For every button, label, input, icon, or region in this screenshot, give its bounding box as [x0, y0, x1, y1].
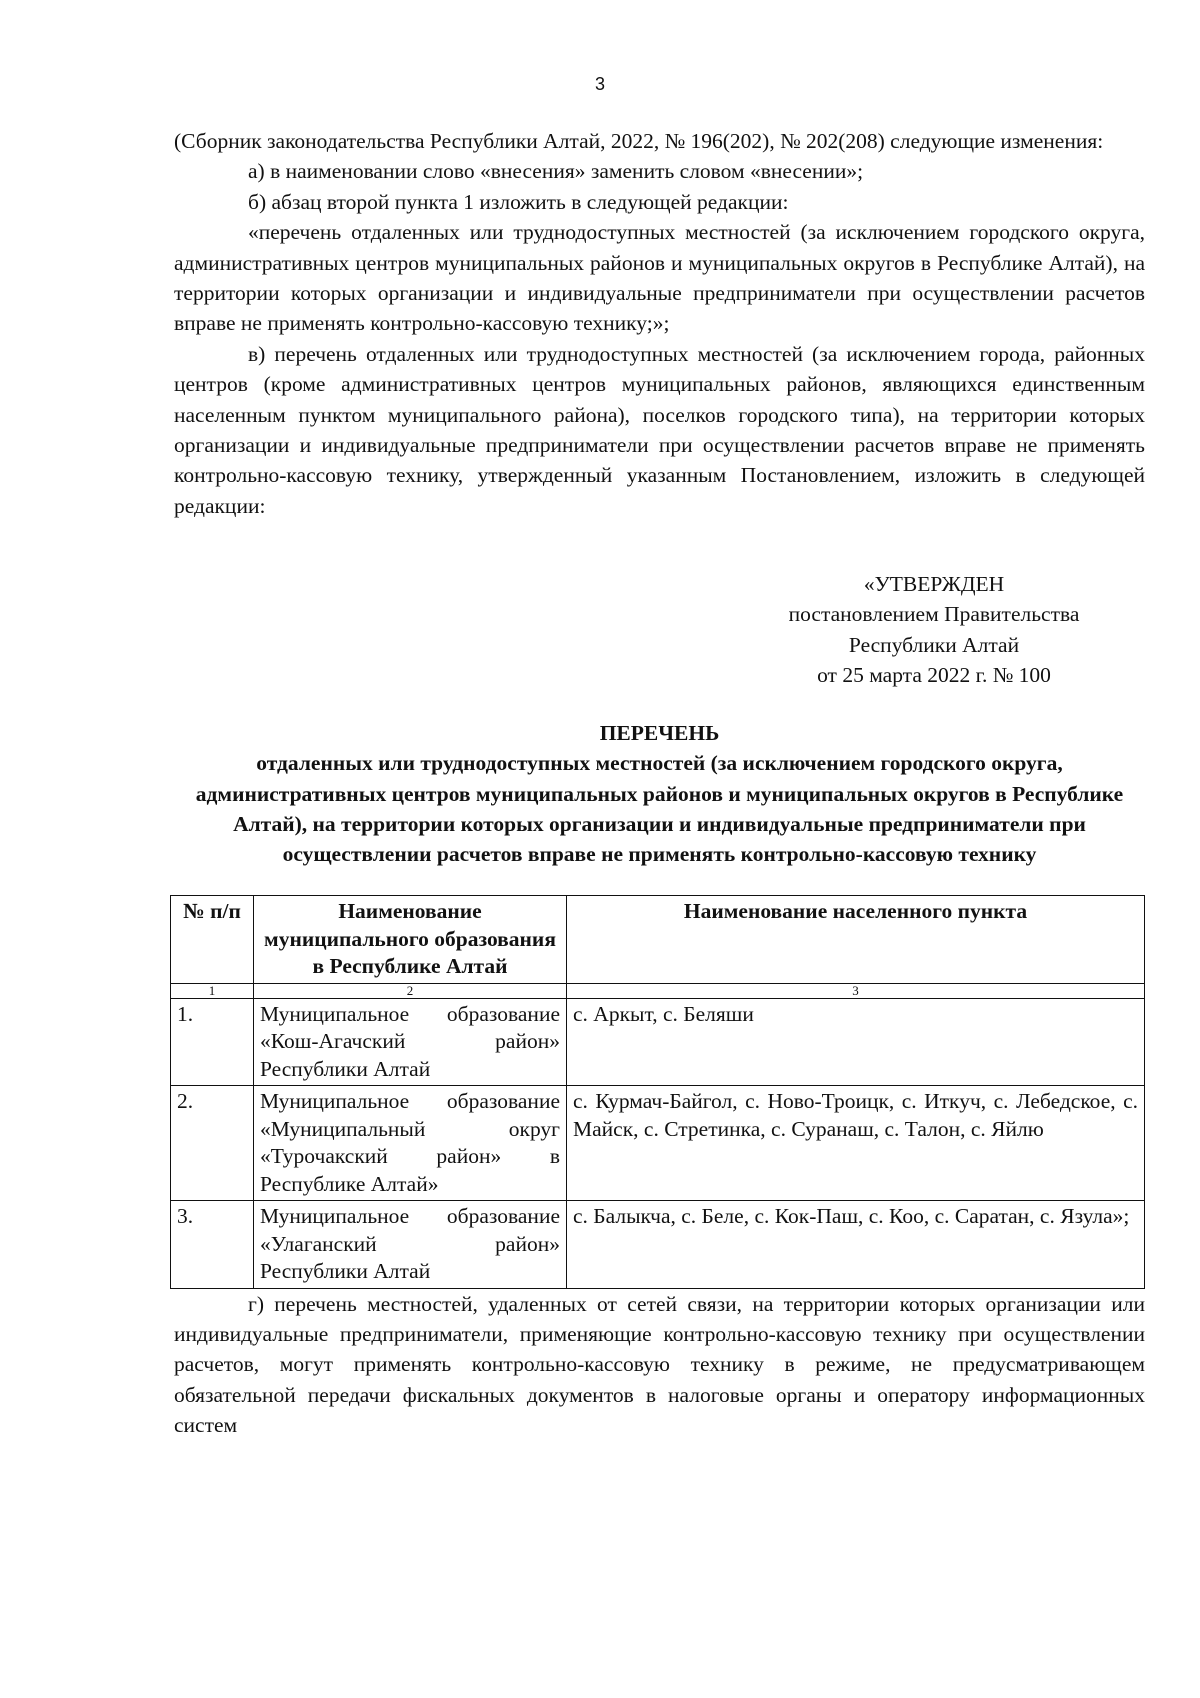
intro-paragraph-5: в) перечень отдаленных или труднодоступных местностей (за исключением города, районных центров (кроме административных центров муниципальных районов, являющихся единственным населенным пунктом муниципального района), поселков городского типа), на территории которых организации и индивидуальные предприниматели при осуществлении расчетов вправе не применять контрольно-кассовую технику, утвержденный указанным Постановлением, изложить в следующей редакции:	[174, 341, 1145, 518]
intro-paragraph-4: «перечень отдаленных или труднодоступных местностей (за исключением городского округа, административных центров муниципальных районов и муниципальных округов в Республике Алтай), на территории которых организации и индивидуальные предприниматели при осуществлении расчетов вправе не применять контрольно-кассовую технику;»;	[174, 220, 1145, 336]
column-number: 3	[567, 983, 1145, 998]
closing-paragraph: г) перечень местностей, удаленных от сетей связи, на территории которых организации или индивидуальные предприниматели, применяющие контрольно-кассовую технику при осуществлении расчетов, могут применять контрольно-кассовую технику в режиме, не предусматривающем обязательной передачи фискальных документов в налоговые органы и оператору информационных систем	[174, 1291, 1145, 1438]
page-number: 3	[594, 74, 605, 94]
header-num: № п/п	[171, 896, 254, 984]
row-settlements: с. Аркыт, с. Беляши	[567, 998, 1145, 1086]
header-settlement: Наименование населенного пункта	[567, 896, 1145, 984]
row-municipality: Муниципальное образование «Улаганский район» Республики Алтай	[254, 1201, 567, 1289]
row-number: 3.	[171, 1201, 254, 1289]
list-title	[174, 718, 1145, 869]
row-number: 2.	[171, 1086, 254, 1201]
approval-line: «УТВЕРЖДЕН	[863, 572, 1005, 597]
intro-paragraph-3: б) абзац второй пункта 1 изложить в следующей редакции:	[248, 189, 789, 214]
table-row	[171, 1201, 1145, 1289]
list-title-subtitle: отдаленных или труднодоступных местностей (за исключением городского округа, административных центров муниципальных районов и муниципальных округов в Республике Алтай), на территории которых организации и индивидуальные предприниматели при осуществлении расчетов вправе не применять контрольно-кассовую технику	[195, 751, 1124, 866]
approval-line: от 25 марта 2022 г. № 100	[817, 662, 1051, 687]
header-municipality: Наименование муниципального образования в Республике Алтай	[254, 896, 567, 984]
approval-line: Республики Алтай	[848, 632, 1020, 657]
intro-paragraph-1: (Сборник законодательства Республики Алтай, 2022, № 196(202), № 202(208) следующие изменения:	[174, 129, 1104, 153]
settlements-table	[170, 895, 1145, 1289]
row-settlements: с. Курмач-Байгол, с. Ново-Троицк, с. Иткуч, с. Лебедское, с. Майск, с. Стретинка, с. Суранаш, с. Талон, с. Яйлю	[567, 1086, 1145, 1201]
approval-line: постановлением Правительства	[788, 602, 1080, 627]
list-title-main: ПЕРЕЧЕНЬ	[599, 721, 720, 746]
table-row	[171, 1086, 1145, 1201]
row-number: 1.	[171, 998, 254, 1086]
row-municipality: Муниципальное образование «Муниципальный округ «Турочакский район» в Республике Алтай»	[254, 1086, 567, 1201]
table-row	[171, 998, 1145, 1086]
row-municipality: Муниципальное образование «Кош-Агачский район» Республики Алтай	[254, 998, 567, 1086]
intro-paragraph-2: а) в наименовании слово «внесения» заменить словом «внесении»;	[248, 159, 864, 184]
column-number: 2	[254, 983, 567, 998]
document-body	[174, 126, 1145, 1441]
column-numbers-row	[171, 983, 1145, 998]
table-header-row	[171, 896, 1145, 984]
approval-stamp	[754, 569, 1114, 690]
column-number: 1	[171, 983, 254, 998]
row-settlements: с. Балыкча, с. Беле, с. Кок-Паш, с. Коо, с. Саратан, с. Язула»;	[567, 1201, 1145, 1289]
